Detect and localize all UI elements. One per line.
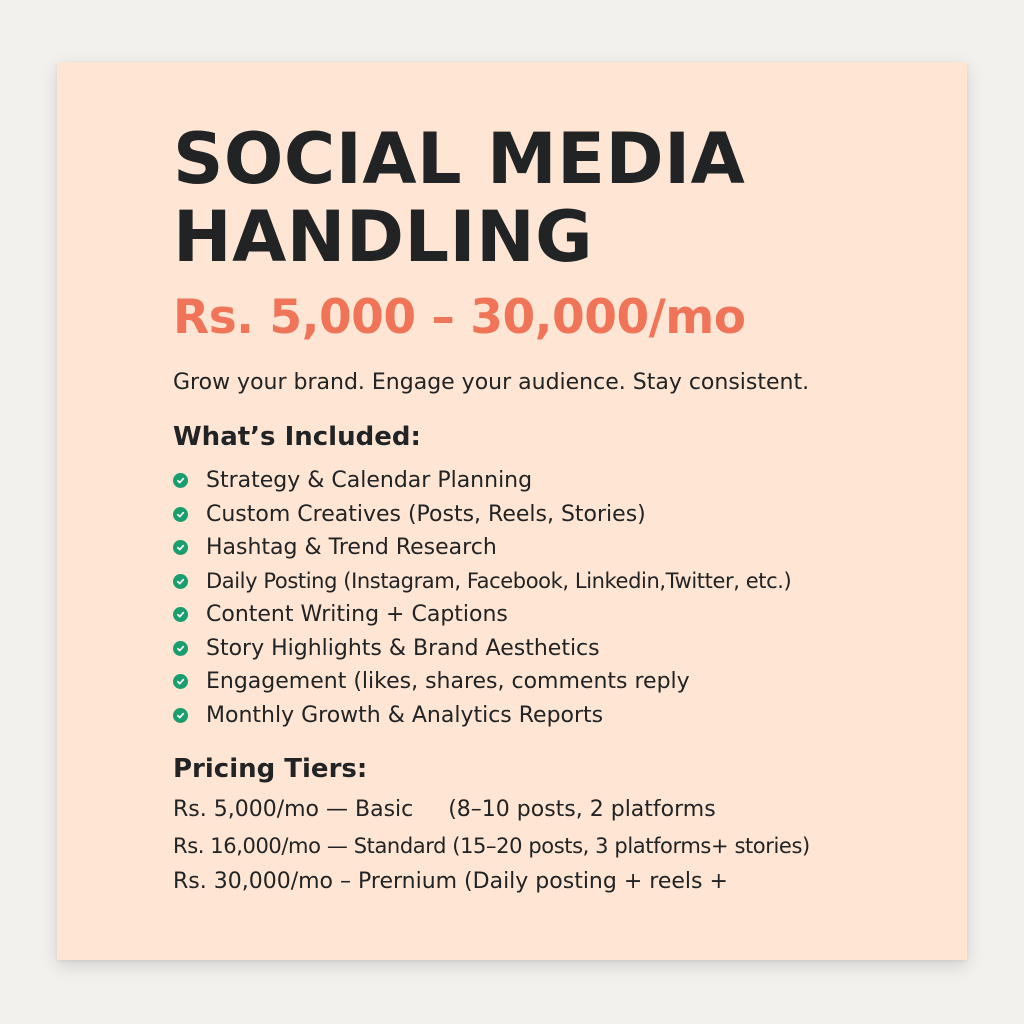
pricing-tier-basic: Rs. 5,000/mo — Basic (8–10 posts, 2 platforms: [173, 797, 716, 822]
check-circle-icon: [173, 540, 188, 555]
check-circle-icon: [173, 708, 188, 723]
price-range: Rs. 5,000 – 30,000/mo: [173, 290, 746, 345]
service-card: [57, 62, 967, 960]
check-circle-icon: [173, 674, 188, 689]
check-circle-icon: [173, 607, 188, 622]
feature-label: Hashtag & Trend Research: [206, 535, 497, 561]
feature-label: Monthly Growth & Analytics Reports: [206, 702, 604, 728]
feature-label: Custom Creatives (Posts, Reels, Stories): [206, 501, 646, 527]
title-line-1: SOCIAL MEDIA: [173, 118, 746, 200]
check-circle-icon: [173, 507, 188, 522]
page-title: [173, 120, 953, 276]
feature-label: Story Highlights & Brand Aesthetics: [206, 635, 600, 661]
card-content: [173, 120, 953, 900]
feature-item: [173, 598, 953, 632]
feature-label: Engagement (likes, shares, comments reply: [206, 669, 690, 695]
feature-label: Content Writing + Captions: [206, 602, 508, 628]
tagline: Grow your brand. Engage your audience. Stay consistent.: [173, 370, 810, 395]
feature-item: [173, 531, 953, 565]
pricing-tiers-heading: Pricing Tiers:: [173, 754, 368, 784]
included-heading: What’s Included:: [173, 422, 421, 452]
feature-item: [173, 699, 953, 733]
check-circle-icon: [173, 574, 188, 589]
check-circle-icon: [173, 473, 188, 488]
title-line-2: HANDLING: [173, 196, 594, 278]
feature-item: [173, 498, 953, 532]
feature-item: [173, 565, 953, 599]
feature-item: [173, 632, 953, 666]
feature-label: Daily Posting (Instagram, Facebook, Linkedin,Twitter, etc.): [206, 569, 792, 594]
pricing-tier-premium: Rs. 30,000/mo – Prernium (Daily posting + reels +: [173, 869, 728, 894]
feature-item: [173, 464, 953, 498]
feature-item: [173, 665, 953, 699]
check-circle-icon: [173, 641, 188, 656]
pricing-tier-list: [173, 792, 953, 900]
pricing-tier-standard: Rs. 16,000/mo — Standard (15–20 posts, 3 platforms+ stories): [173, 834, 810, 858]
feature-list: [173, 464, 953, 732]
feature-label: Strategy & Calendar Planning: [206, 468, 533, 494]
